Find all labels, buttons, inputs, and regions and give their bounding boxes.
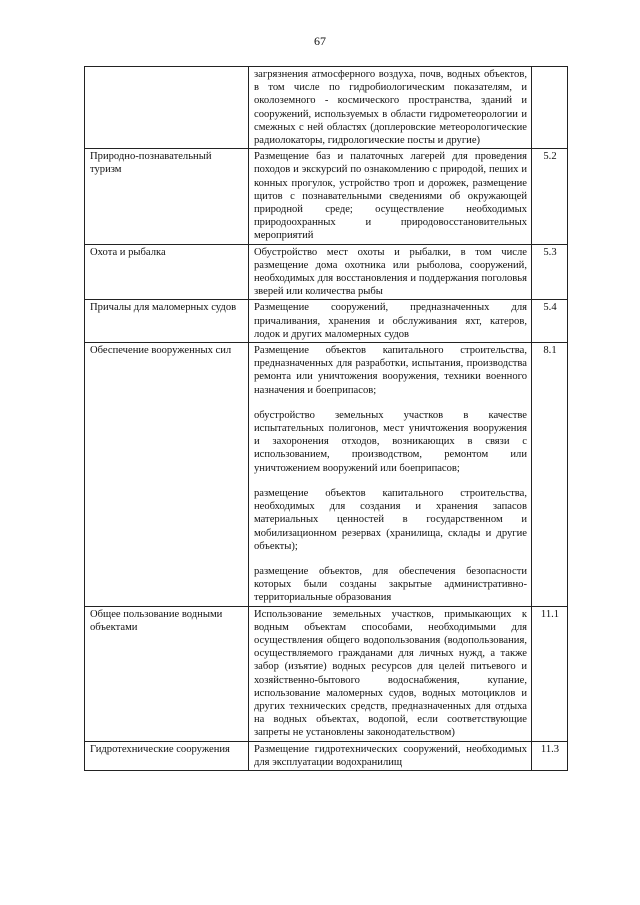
use-type-name: Природно-познавательный туризм: [85, 149, 249, 244]
description-paragraph: размещение объектов капитального строительства, необходимых для создания и хранения запасов материальных ценностей в государственном и мобилизационном резервах (хранилища, склады и другие объекты);: [254, 487, 527, 552]
use-type-description: [249, 606, 532, 741]
description-paragraph: Размещение сооружений, предназначенных для причаливания, хранения и обслуживания яхт, катеров, лодок и других маломерных судов: [254, 302, 527, 340]
table-body: [85, 67, 568, 771]
use-type-code: 5.3: [532, 244, 568, 300]
use-type-code: [532, 67, 568, 149]
table-row: [85, 149, 568, 244]
description-paragraph: загрязнения атмосферного воздуха, почв, водных объектов, в том числе по гидробиологическим показателям, и околоземного - космического пространства, зданий и сооружений, используемых в области гидрометеорологии и смежных с ней областях (доплеровские метеорологические радиолокаторы, гидрологические посты и другие): [254, 69, 527, 147]
use-type-code: 11.1: [532, 606, 568, 741]
use-type-code: 11.3: [532, 741, 568, 770]
use-type-description: [249, 741, 532, 770]
table-row: [85, 606, 568, 741]
use-type-code: 8.1: [532, 343, 568, 606]
table-row: [85, 741, 568, 770]
description-paragraph: Размещение баз и палаточных лагерей для проведения походов и экскурсий по ознакомлению с природой, пеших и конных прогулок, устройство троп и дорожек, размещение щитов с познавательными сведениями об окружающей природной среде; осуществление необходимых природоохранных и природовосстановительных мероприятий: [254, 151, 527, 242]
use-type-description: [249, 343, 532, 606]
use-type-name: Охота и рыбалка: [85, 244, 249, 300]
use-type-name: Общее пользование водными объектами: [85, 606, 249, 741]
use-type-description: [249, 244, 532, 300]
use-type-name: Обеспечение вооруженных сил: [85, 343, 249, 606]
page-number: 67: [314, 34, 326, 48]
table-row: [85, 300, 568, 343]
use-type-description: [249, 149, 532, 244]
table-row: [85, 67, 568, 149]
use-type-name: Причалы для маломерных судов: [85, 300, 249, 343]
use-type-description: [249, 67, 532, 149]
description-paragraph: размещение объектов, для обеспечения безопасности которых были созданы закрытые административно-территориальные образования: [254, 565, 527, 604]
description-paragraph: Размещение объектов капитального строительства, предназначенных для разработки, испытания, производства ремонта или уничтожения вооружения, техники военного назначения и боеприпасов;: [254, 345, 527, 396]
description-paragraph: Использование земельных участков, примыкающих к водным объектам способами, необходимыми для осуществления общего водопользования (водопользования, осуществляемого гражданами для личных нужд, а также забор (изъятие) водных ресурсов для целей питьевого и хозяйственно-бытового водоснабжения, купание, использование маломерных судов, водных мотоциклов и других технических средств, предназначенных для отдыха на водных объектах, водопой, если соответствующие запреты не установлены законодательством): [254, 608, 527, 739]
land-use-table: [84, 66, 568, 771]
description-paragraph: Обустройство мест охоты и рыбалки, в том числе размещение дома охотника или рыболова, сооружений, необходимых для восстановления и поддержания поголовья зверей или количества рыбы: [254, 246, 527, 298]
use-type-name: [85, 67, 249, 149]
use-type-name: Гидротехнические сооружения: [85, 741, 249, 770]
table-row: [85, 343, 568, 606]
use-type-code: 5.2: [532, 149, 568, 244]
use-type-description: [249, 300, 532, 343]
description-paragraph: обустройство земельных участков в качестве испытательных полигонов, мест уничтожения вооружения и захоронения отходов, возникающих в связи с использованием, производством, ремонтом или уничтожением вооружений или боеприпасов;: [254, 409, 527, 474]
use-type-code: 5.4: [532, 300, 568, 343]
description-paragraph: Размещение гидротехнических сооружений, необходимых для эксплуатации водохранилищ: [254, 743, 527, 768]
table-row: [85, 244, 568, 300]
